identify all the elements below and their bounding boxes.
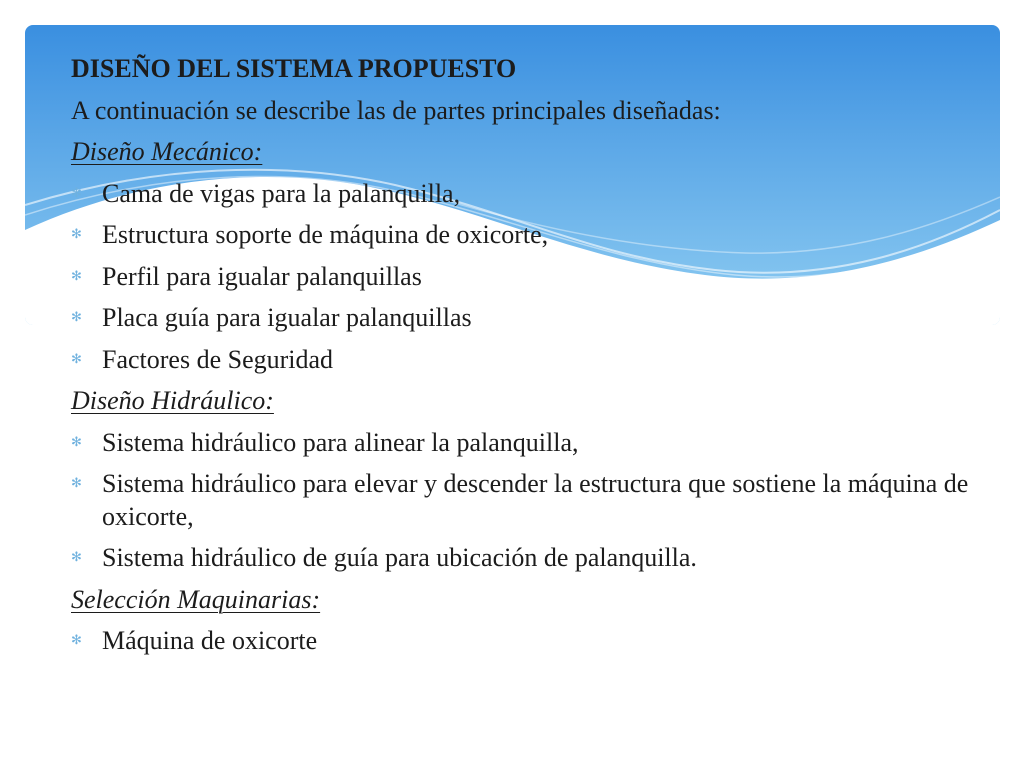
bullet-icon: ✻ bbox=[71, 268, 82, 284]
list-item-text: Perfil para igualar palanquillas bbox=[102, 261, 422, 291]
list-item bbox=[71, 463, 981, 537]
list-item bbox=[71, 537, 981, 579]
list-item-text: Cama de vigas para la palanquilla, bbox=[102, 178, 461, 208]
bullet-icon: ✻ bbox=[71, 476, 82, 491]
list-item-text: Estructura soporte de máquina de oxicorte, bbox=[102, 220, 549, 249]
bullet-icon: ✻ bbox=[71, 434, 82, 450]
list-item-text: Sistema hidráulico de guía para ubicación de palanquilla. bbox=[102, 543, 697, 572]
section-hidraulico bbox=[71, 380, 981, 579]
section-maquinarias bbox=[71, 579, 981, 662]
section-title: Selección Maquinarias: bbox=[71, 584, 321, 614]
slide-heading: DISEÑO DEL SISTEMA PROPUESTO bbox=[71, 54, 517, 83]
list-item-text: Factores de Seguridad bbox=[102, 344, 334, 374]
list-item bbox=[71, 620, 981, 662]
list-item bbox=[71, 339, 981, 381]
list-item bbox=[71, 297, 981, 339]
list-item-text: Placa guía para igualar palanquillas bbox=[102, 303, 472, 332]
list-item bbox=[71, 214, 981, 256]
list-item-text: Sistema hidráulico para elevar y descender la estructura que sostiene la máquina de oxicorte, bbox=[102, 469, 969, 531]
list-item bbox=[71, 256, 981, 298]
section-title: Diseño Mecánico: bbox=[71, 137, 263, 166]
list-item-text: Máquina de oxicorte bbox=[102, 626, 318, 655]
list-item bbox=[71, 422, 981, 464]
list-item bbox=[71, 173, 981, 215]
list-item-text: Sistema hidráulico para alinear la palanquilla, bbox=[102, 427, 579, 457]
intro-text: A continuación se describe las de partes principales diseñadas: bbox=[71, 95, 721, 125]
section-title: Diseño Hidráulico: bbox=[71, 386, 274, 415]
bullet-icon: ✻ bbox=[71, 310, 82, 325]
section-mecanico bbox=[71, 131, 981, 380]
bullet-icon: ✻ bbox=[71, 185, 82, 201]
slide-content bbox=[71, 48, 981, 662]
bullet-icon: ✻ bbox=[71, 550, 82, 565]
bullet-icon: ✻ bbox=[71, 227, 82, 242]
bullet-icon: ✻ bbox=[71, 633, 82, 648]
bullet-icon: ✻ bbox=[71, 351, 82, 367]
